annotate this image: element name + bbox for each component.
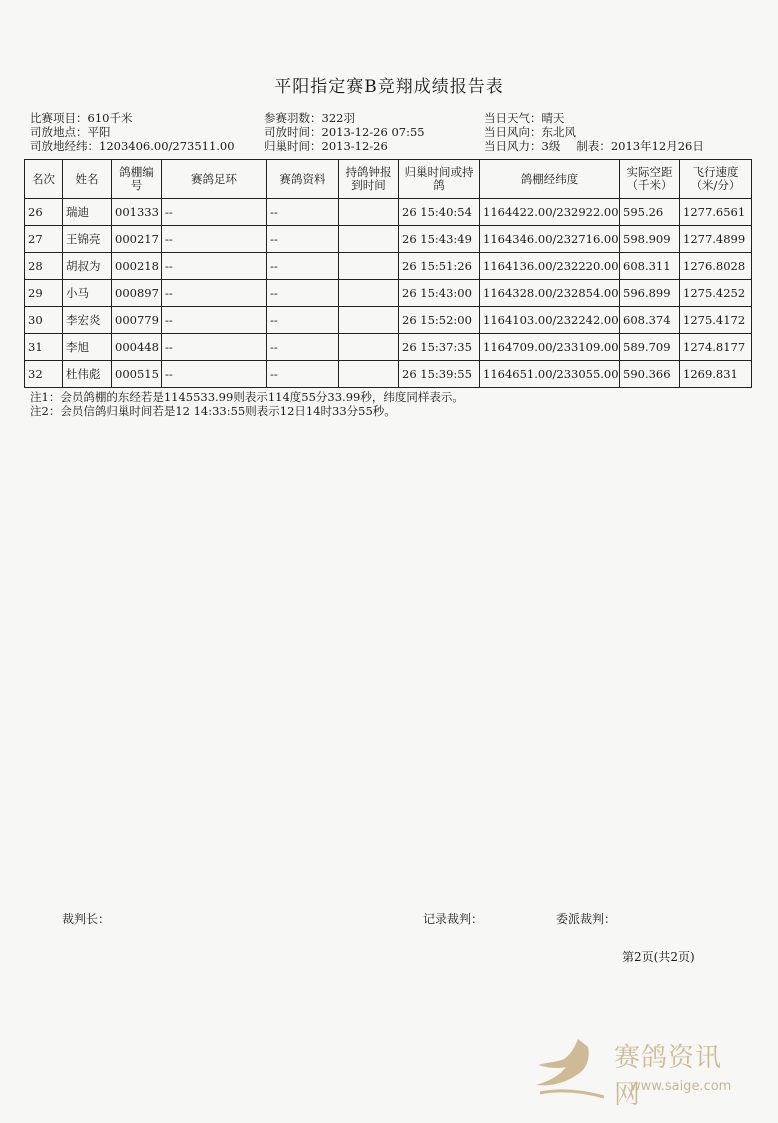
cell-rank: 29 [25,280,63,307]
cell-name: 李宏炎 [63,307,112,334]
cell-name: 杜伟彪 [63,361,112,388]
header-distance: 实际空距（千米） [620,160,680,199]
race-distance: 比赛项目：610千米 [30,111,133,125]
table-header-row [25,160,752,199]
table-row [25,334,752,361]
table-row [25,307,752,334]
header-coordinates: 鸽棚经纬度 [480,160,620,199]
cell-distance: 596.899 [620,280,680,307]
cell-distance: 598.909 [620,226,680,253]
cell-clock-time [339,226,399,253]
cell-clock-time [339,361,399,388]
delegate-judge-label: 委派裁判： [556,912,617,926]
cell-rank: 27 [25,226,63,253]
cell-distance: 608.311 [620,253,680,280]
page-title: 平阳指定赛B竞翔成绩报告表 [274,77,504,97]
cell-name: 小马 [63,280,112,307]
cell-coordinates: 1164103.00/232242.00 [480,307,620,334]
cell-speed: 1277.6561 [680,199,752,226]
header-name: 姓名 [63,160,112,199]
table-row [25,199,752,226]
release-location: 司放地点：平阳 [30,125,111,139]
header-ring: 赛鸽足环 [162,160,267,199]
cell-return-time: 26 15:43:00 [399,280,480,307]
cell-speed: 1275.4172 [680,307,752,334]
cell-rank: 26 [25,199,63,226]
cell-loft-id: 000217 [112,226,162,253]
cell-coordinates: 1164136.00/232220.00 [480,253,620,280]
cell-bird-info: -- [267,280,339,307]
watermark-url: www.saige.com [630,1079,732,1094]
notes [30,390,464,418]
cell-rank: 30 [25,307,63,334]
cell-distance: 589.709 [620,334,680,361]
return-time: 归巢时间：2013-12-26 [264,139,388,153]
cell-clock-time [339,334,399,361]
cell-name: 瑞迪 [63,199,112,226]
cell-speed: 1277.4899 [680,226,752,253]
table-made-date: 制表：2013年12月26日 [576,139,704,153]
cell-rank: 32 [25,361,63,388]
cell-distance: 595.26 [620,199,680,226]
cell-return-time: 26 15:40:54 [399,199,480,226]
header-return-time: 归巢时间或持鸽 [399,160,480,199]
weather: 当日天气：晴天 [484,111,565,125]
cell-loft-id: 001333 [112,199,162,226]
cell-bird-info: -- [267,307,339,334]
info-column-3 [484,111,704,153]
recorder-judge-label: 记录裁判： [423,912,484,926]
cell-return-time: 26 15:52:00 [399,307,480,334]
cell-return-time: 26 15:43:49 [399,226,480,253]
pigeon-logo-icon [530,1035,610,1105]
info-column-1 [30,111,235,153]
cell-coordinates: 1164709.00/233109.00 [480,334,620,361]
header-clock-time: 持鸽钟报到时间 [339,160,399,199]
release-time: 司放时间：2013-12-26 07:55 [264,125,425,139]
watermark-text: 赛鸽资讯网 [614,1043,723,1110]
cell-speed: 1275.4252 [680,280,752,307]
chief-judge-label: 裁判长： [62,912,111,926]
cell-bird-info: -- [267,253,339,280]
cell-name: 王锦亮 [63,226,112,253]
cell-ring: -- [162,199,267,226]
cell-ring: -- [162,307,267,334]
cell-bird-info: -- [267,361,339,388]
cell-loft-id: 000218 [112,253,162,280]
results-table [24,159,752,388]
bird-count: 参赛羽数：322羽 [264,111,355,125]
note-1: 注1：会员鸽棚的东经若是1145533.99则表示114度55分33.99秒，纬度同样表示。 [30,390,464,404]
wind-force: 当日风力：3级 制表：2013年12月26日 [484,139,704,153]
wind-direction: 当日风向：东北风 [484,125,576,139]
cell-ring: -- [162,226,267,253]
cell-return-time: 26 15:37:35 [399,334,480,361]
cell-clock-time [339,199,399,226]
cell-loft-id: 000897 [112,280,162,307]
header-loft-id: 鸽棚编号 [112,160,162,199]
cell-bird-info: -- [267,226,339,253]
cell-ring: -- [162,361,267,388]
page-number: 第2页(共2页) [622,950,695,964]
table-row [25,226,752,253]
cell-speed: 1274.8177 [680,334,752,361]
cell-loft-id: 000779 [112,307,162,334]
cell-rank: 28 [25,253,63,280]
cell-speed: 1276.8028 [680,253,752,280]
cell-ring: -- [162,280,267,307]
header-bird-info: 赛鸽资料 [267,160,339,199]
cell-coordinates: 1164346.00/232716.00 [480,226,620,253]
header-speed: 飞行速度（米/分） [680,160,752,199]
watermark [530,1035,742,1110]
cell-ring: -- [162,334,267,361]
cell-coordinates: 1164422.00/232922.00 [480,199,620,226]
table-row [25,361,752,388]
cell-distance: 608.374 [620,307,680,334]
release-coordinates: 司放地经纬：1203406.00/273511.00 [30,139,235,153]
cell-clock-time [339,280,399,307]
cell-clock-time [339,307,399,334]
cell-bird-info: -- [267,199,339,226]
cell-coordinates: 1164651.00/233055.00 [480,361,620,388]
info-column-2 [264,111,425,153]
cell-clock-time [339,253,399,280]
cell-name: 胡叔为 [63,253,112,280]
cell-ring: -- [162,253,267,280]
note-2: 注2：会员信鸽归巢时间若是12 14:33:55则表示12日14时33分55秒。 [30,404,396,418]
cell-loft-id: 000515 [112,361,162,388]
cell-loft-id: 000448 [112,334,162,361]
cell-bird-info: -- [267,334,339,361]
cell-rank: 31 [25,334,63,361]
table-row [25,280,752,307]
cell-return-time: 26 15:39:55 [399,361,480,388]
cell-return-time: 26 15:51:26 [399,253,480,280]
header-rank: 名次 [25,160,63,199]
cell-name: 李旭 [63,334,112,361]
cell-coordinates: 1164328.00/232854.00 [480,280,620,307]
cell-speed: 1269.831 [680,361,752,388]
table-row [25,253,752,280]
cell-distance: 590.366 [620,361,680,388]
